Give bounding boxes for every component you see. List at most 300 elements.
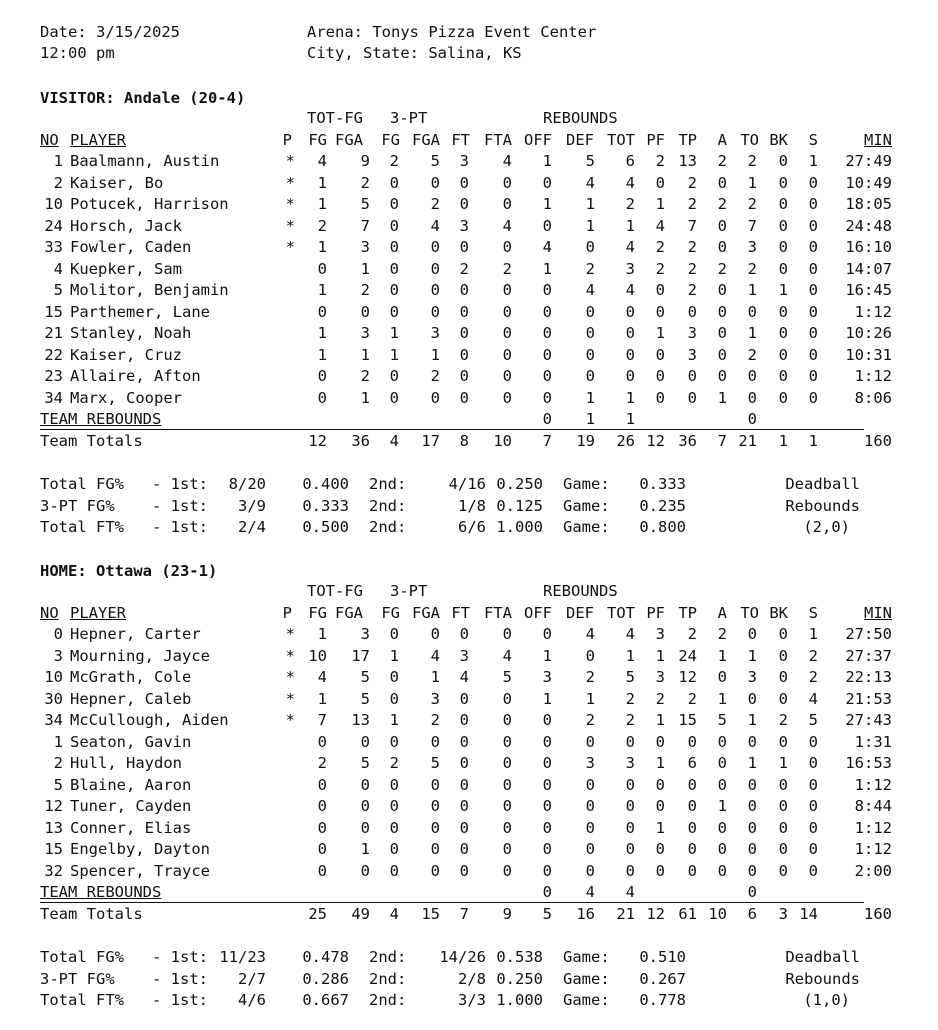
stat-fga3: 0 [430,840,440,858]
player-number: 30 [44,689,63,708]
stat-fga3: 2 [430,195,440,213]
stat-fta: 0 [502,775,512,794]
team-name-record: VISITOR: Andale (20-4) [40,89,246,107]
player-name: Potucek, Harrison [70,195,229,213]
stat-fg: 1 [317,625,327,643]
stat-min: 1:12 [854,367,892,385]
stat-fta: 0 [502,173,512,192]
stat-off: 0 [542,324,552,342]
stat-fga: 17 [351,646,370,665]
stat-fga: 3 [360,324,370,342]
col-fg: FG [308,604,327,622]
stat-pf: 0 [655,302,665,321]
col-def: DEF [566,604,594,622]
player-row [0,173,938,194]
stat-ft: 4 [459,668,469,686]
column-group-header [0,108,938,129]
stat-fta: 0 [502,324,512,342]
deadball-rebounds-label: Rebounds [785,496,860,515]
player-number: 1 [53,732,63,751]
stat-fta: 4 [502,216,512,235]
stat-ft: 0 [459,281,469,299]
column-header-row [0,130,938,151]
stat-pf: 0 [655,345,665,364]
stat-off: 0 [542,173,552,192]
game-pct: 0.333 [639,475,686,493]
stat-ft: 0 [459,324,469,342]
player-row [0,732,938,753]
player-number: 32 [44,861,63,880]
stat-ft: 0 [459,345,469,364]
stat-fg3: 0 [389,195,399,213]
stat-s: 2 [808,668,818,686]
stat-fga: 1 [360,345,370,364]
stat-def: 4 [585,173,595,192]
stat-tot: 2 [625,689,635,708]
col-to: TO [740,604,759,622]
stat-pf: 1 [655,324,665,342]
player-name: Spencer, Trayce [70,861,210,880]
stat-off: 0 [542,625,552,643]
stat-fg3: 0 [389,259,399,278]
stat-bk: 1 [778,754,788,772]
stat-min: 2:00 [854,861,892,880]
game-label: Game: [563,496,610,515]
player-row [0,775,938,796]
stat-off: 0 [542,861,552,880]
second-half-label: 2nd: [369,518,407,536]
total-off: 7 [542,432,552,450]
player-number: 23 [44,367,63,385]
stat-def: 2 [585,711,595,729]
player-row [0,689,938,710]
player-name: Blaine, Aaron [70,775,192,794]
stat-bk: 0 [778,195,788,213]
group-3pt-label: 3-PT [390,582,428,600]
stat-s: 2 [808,646,818,665]
player-number: 22 [44,345,63,364]
stat-ft: 0 [459,388,469,407]
player-number: 5 [53,775,63,794]
stat-fga3: 0 [430,818,440,837]
total-pf: 12 [646,905,665,923]
stat-fga: 5 [360,668,370,686]
stat-bk: 0 [778,646,788,665]
starter-mark: * [285,195,295,213]
stat-s: 1 [808,152,818,170]
stat-fg: 0 [317,732,327,751]
stat-bk: 0 [778,732,788,751]
col-fg: FG [308,131,327,149]
first-half-pct: 0.333 [302,496,349,515]
total-fta: 10 [493,432,512,450]
stat-s: 1 [808,625,818,643]
stat-ft: 0 [459,689,469,708]
stat-fg: 0 [317,367,327,385]
stat-to: 2 [747,195,757,213]
stat-fg3: 0 [389,668,399,686]
stat-off: 1 [542,152,552,170]
stat-def: 4 [585,625,595,643]
player-row [0,861,938,882]
stat-min: 27:50 [845,625,892,643]
stat-a: 0 [717,345,727,364]
total-fg: 25 [308,905,327,923]
stat-fta: 0 [502,732,512,751]
player-row [0,796,938,817]
stat-min: 22:13 [845,668,892,686]
stat-ft: 0 [459,840,469,858]
pct-label: Total FT% [40,991,124,1009]
team-reb-off: 0 [542,883,552,901]
stat-tot: 0 [625,840,635,858]
player-number: 5 [53,281,63,299]
stat-tp: 0 [687,861,697,880]
stat-fg: 7 [317,711,327,729]
stat-bk: 0 [778,818,788,837]
player-number: 34 [44,711,63,729]
stat-to: 0 [747,797,757,815]
stat-a: 0 [717,861,727,880]
stat-fga3: 3 [430,689,440,708]
player-name: Tuner, Cayden [70,797,192,815]
stat-bk: 0 [778,259,788,278]
total-bk: 3 [778,905,788,923]
stat-tot: 0 [625,345,635,364]
stat-fga: 1 [360,259,370,278]
second-half-pct: 0.250 [496,969,543,988]
first-half-label: - 1st: [152,475,208,493]
col-off: OFF [524,131,552,149]
stat-fg: 0 [317,840,327,858]
second-half-made-att: 3/3 [458,991,486,1009]
player-number: 15 [44,840,63,858]
starter-mark: * [285,216,295,235]
stat-fga: 0 [360,302,370,321]
stat-ft: 0 [459,195,469,213]
first-half-made-att: 3/9 [238,496,266,515]
stat-s: 0 [808,818,818,837]
team-rebounds-label: TEAM REBOUNDS [40,410,162,428]
stat-min: 24:48 [845,216,892,235]
stat-off: 1 [542,689,552,708]
player-number: 21 [44,324,63,342]
second-half-made-att: 1/8 [458,496,486,515]
second-half-pct: 1.000 [496,518,543,536]
stat-bk: 0 [778,840,788,858]
player-name: Parthemer, Lane [70,302,210,321]
stat-a: 2 [717,195,727,213]
stat-tp: 12 [678,668,697,686]
stat-def: 0 [585,238,595,256]
total-fga: 36 [351,432,370,450]
total-to: 21 [738,432,757,450]
stat-off: 3 [542,668,552,686]
stat-a: 0 [717,668,727,686]
player-name: Mourning, Jayce [70,646,210,665]
first-half-label: - 1st: [152,518,208,536]
team-reb-off: 0 [542,410,552,428]
player-number: 12 [44,797,63,815]
stat-fga3: 3 [430,324,440,342]
deadball-label-2 [0,496,938,517]
team-heading [0,561,938,582]
stat-off: 1 [542,195,552,213]
arena-name: Arena: Tonys Pizza Event Center [307,23,597,41]
stat-s: 0 [808,302,818,321]
stat-pf: 3 [655,668,665,686]
stat-fg3: 0 [389,238,399,256]
stat-fg3: 0 [389,367,399,385]
stat-min: 1:12 [854,302,892,321]
stat-def: 1 [585,216,595,235]
stat-min: 1:12 [854,840,892,858]
stat-def: 0 [585,367,595,385]
stat-tot: 0 [625,775,635,794]
total-def: 19 [576,432,595,450]
stat-pf: 2 [655,689,665,708]
col-no: NO [40,604,59,622]
first-half-made-att: 8/20 [228,475,266,493]
stat-tot: 0 [625,367,635,385]
col-fga: FGA [335,604,363,622]
col-player: PLAYER [70,604,126,622]
stat-s: 4 [808,689,818,708]
player-name: Allaire, Afton [70,367,201,385]
stat-fg3: 2 [389,152,399,170]
player-row [0,259,938,280]
stat-a: 0 [717,840,727,858]
total-ft: 8 [459,432,469,450]
stat-fga: 1 [360,388,370,407]
first-half-label: - 1st: [152,991,208,1009]
second-half-label: 2nd: [369,496,407,515]
stat-pf: 0 [655,281,665,299]
stat-fga: 3 [360,238,370,256]
second-half-label: 2nd: [369,969,407,988]
stat-fta: 0 [502,797,512,815]
stat-tot: 2 [625,195,635,213]
stat-ft: 0 [459,861,469,880]
col-def: DEF [566,131,594,149]
stat-fta: 0 [502,711,512,729]
stat-to: 1 [747,711,757,729]
total-s: 14 [799,905,818,923]
player-name: Kuepker, Sam [70,259,182,278]
stat-off: 0 [542,367,552,385]
team-reb-to: 0 [747,883,757,901]
report-header-line-1 [0,22,938,43]
stat-def: 5 [585,152,595,170]
stat-tp: 2 [687,173,697,192]
game-pct: 0.510 [639,948,686,966]
stat-tot: 0 [625,818,635,837]
game-label: Game: [563,518,610,536]
stat-to: 0 [747,840,757,858]
group-tot-fg-label: TOT-FG [307,582,363,600]
stat-fga3: 0 [430,732,440,751]
starter-mark: * [285,625,295,643]
stat-fg: 0 [317,388,327,407]
stat-s: 0 [808,775,818,794]
first-half-pct: 0.500 [302,518,349,536]
stat-fg: 1 [317,689,327,708]
stat-ft: 3 [459,646,469,665]
team-totals-row [0,431,938,452]
stat-bk: 0 [778,345,788,364]
col-player: PLAYER [70,131,126,149]
stat-fg: 1 [317,195,327,213]
stat-fg3: 0 [389,797,399,815]
stat-bk: 0 [778,388,788,407]
team-reb-def: 1 [585,410,595,428]
col-min: MIN [864,131,892,149]
stat-tp: 0 [687,775,697,794]
column-group-header [0,581,938,602]
stat-s: 0 [808,216,818,235]
col-fga3: FGA [412,604,440,622]
stat-s: 0 [808,324,818,342]
stat-fga: 0 [360,861,370,880]
player-number: 3 [53,646,63,665]
stat-fg3: 0 [389,689,399,708]
col-off: OFF [524,604,552,622]
stat-to: 0 [747,732,757,751]
stat-tp: 0 [687,367,697,385]
stat-tp: 2 [687,689,697,708]
stat-a: 0 [717,216,727,235]
stat-off: 0 [542,840,552,858]
col-p: P [282,604,292,622]
stat-fga3: 4 [430,646,440,665]
stat-bk: 0 [778,797,788,815]
stat-a: 1 [717,646,727,665]
stat-fga: 13 [351,711,370,729]
player-number: 33 [44,238,63,256]
col-bk: BK [769,131,788,149]
totals-divider [40,429,864,430]
stat-fg3: 0 [389,840,399,858]
col-pf: PF [646,604,665,622]
stat-to: 3 [747,668,757,686]
stat-a: 0 [717,238,727,256]
stat-ft: 0 [459,775,469,794]
total-fg3: 4 [389,432,399,450]
player-row [0,323,938,344]
player-row [0,839,938,860]
stat-to: 1 [747,646,757,665]
stat-fga3: 0 [430,281,440,299]
stat-fga3: 5 [430,152,440,170]
stat-off: 0 [542,388,552,407]
stat-pf: 0 [655,388,665,407]
team-name-record: HOME: Ottawa (23-1) [40,562,218,580]
stat-fg: 1 [317,324,327,342]
total-tp: 61 [678,905,697,923]
stat-off: 0 [542,711,552,729]
stat-a: 0 [717,281,727,299]
stat-a: 2 [717,152,727,170]
stat-pf: 2 [655,238,665,256]
stat-fga3: 0 [430,238,440,256]
col-min: MIN [864,604,892,622]
stat-def: 0 [585,646,595,665]
stat-min: 27:49 [845,152,892,170]
pct-label: Total FG% [40,475,124,493]
player-name: Seaton, Gavin [70,732,192,751]
starter-mark: * [285,152,295,170]
stat-fta: 5 [502,668,512,686]
second-half-label: 2nd: [369,475,407,493]
stat-fg3: 1 [389,646,399,665]
stat-tot: 4 [625,281,635,299]
stat-pf: 1 [655,195,665,213]
game-label: Game: [563,948,610,966]
stat-a: 0 [717,302,727,321]
stat-tp: 3 [687,345,697,364]
stat-pf: 0 [655,861,665,880]
team-rebounds-row [0,409,938,430]
first-half-label: - 1st: [152,948,208,966]
game-label: Game: [563,991,610,1009]
deadball-rebounds-value: (2,0) [803,518,850,536]
col-fga: FGA [335,131,363,149]
stat-min: 16:53 [845,754,892,772]
deadball-label-1 [0,947,938,968]
game-time: 12:00 pm [40,44,115,62]
stat-s: 0 [808,195,818,213]
stat-ft: 0 [459,711,469,729]
player-name: Molitor, Benjamin [70,281,229,299]
stat-pf: 1 [655,754,665,772]
stat-fga3: 1 [430,668,440,686]
total-fga3: 17 [421,432,440,450]
stat-ft: 0 [459,238,469,256]
stat-ft: 0 [459,173,469,192]
player-number: 10 [44,668,63,686]
game-pct: 0.778 [639,991,686,1009]
stat-fga: 5 [360,195,370,213]
stat-fg3: 0 [389,625,399,643]
stat-fg3: 0 [389,173,399,192]
stat-s: 0 [808,345,818,364]
stat-def: 1 [585,689,595,708]
total-pf: 12 [646,432,665,450]
stat-a: 0 [717,324,727,342]
team-rebounds-row [0,882,938,903]
stat-fta: 0 [502,840,512,858]
stat-fg: 0 [317,775,327,794]
stat-off: 0 [542,281,552,299]
game-pct: 0.267 [639,969,686,988]
col-tot: TOT [607,131,635,149]
total-off: 5 [542,905,552,923]
total-to: 6 [747,905,757,923]
stat-fga: 0 [360,775,370,794]
second-half-label: 2nd: [369,948,407,966]
stat-to: 3 [747,238,757,256]
game-pct: 0.800 [639,518,686,536]
total-a: 10 [708,905,727,923]
first-half-made-att: 2/4 [238,518,266,536]
stat-fga: 9 [360,152,370,170]
stat-to: 0 [747,625,757,643]
team-reb-to: 0 [747,410,757,428]
player-number: 15 [44,302,63,321]
col-ft: FT [451,131,470,149]
stat-tp: 0 [687,302,697,321]
stat-tot: 0 [625,732,635,751]
